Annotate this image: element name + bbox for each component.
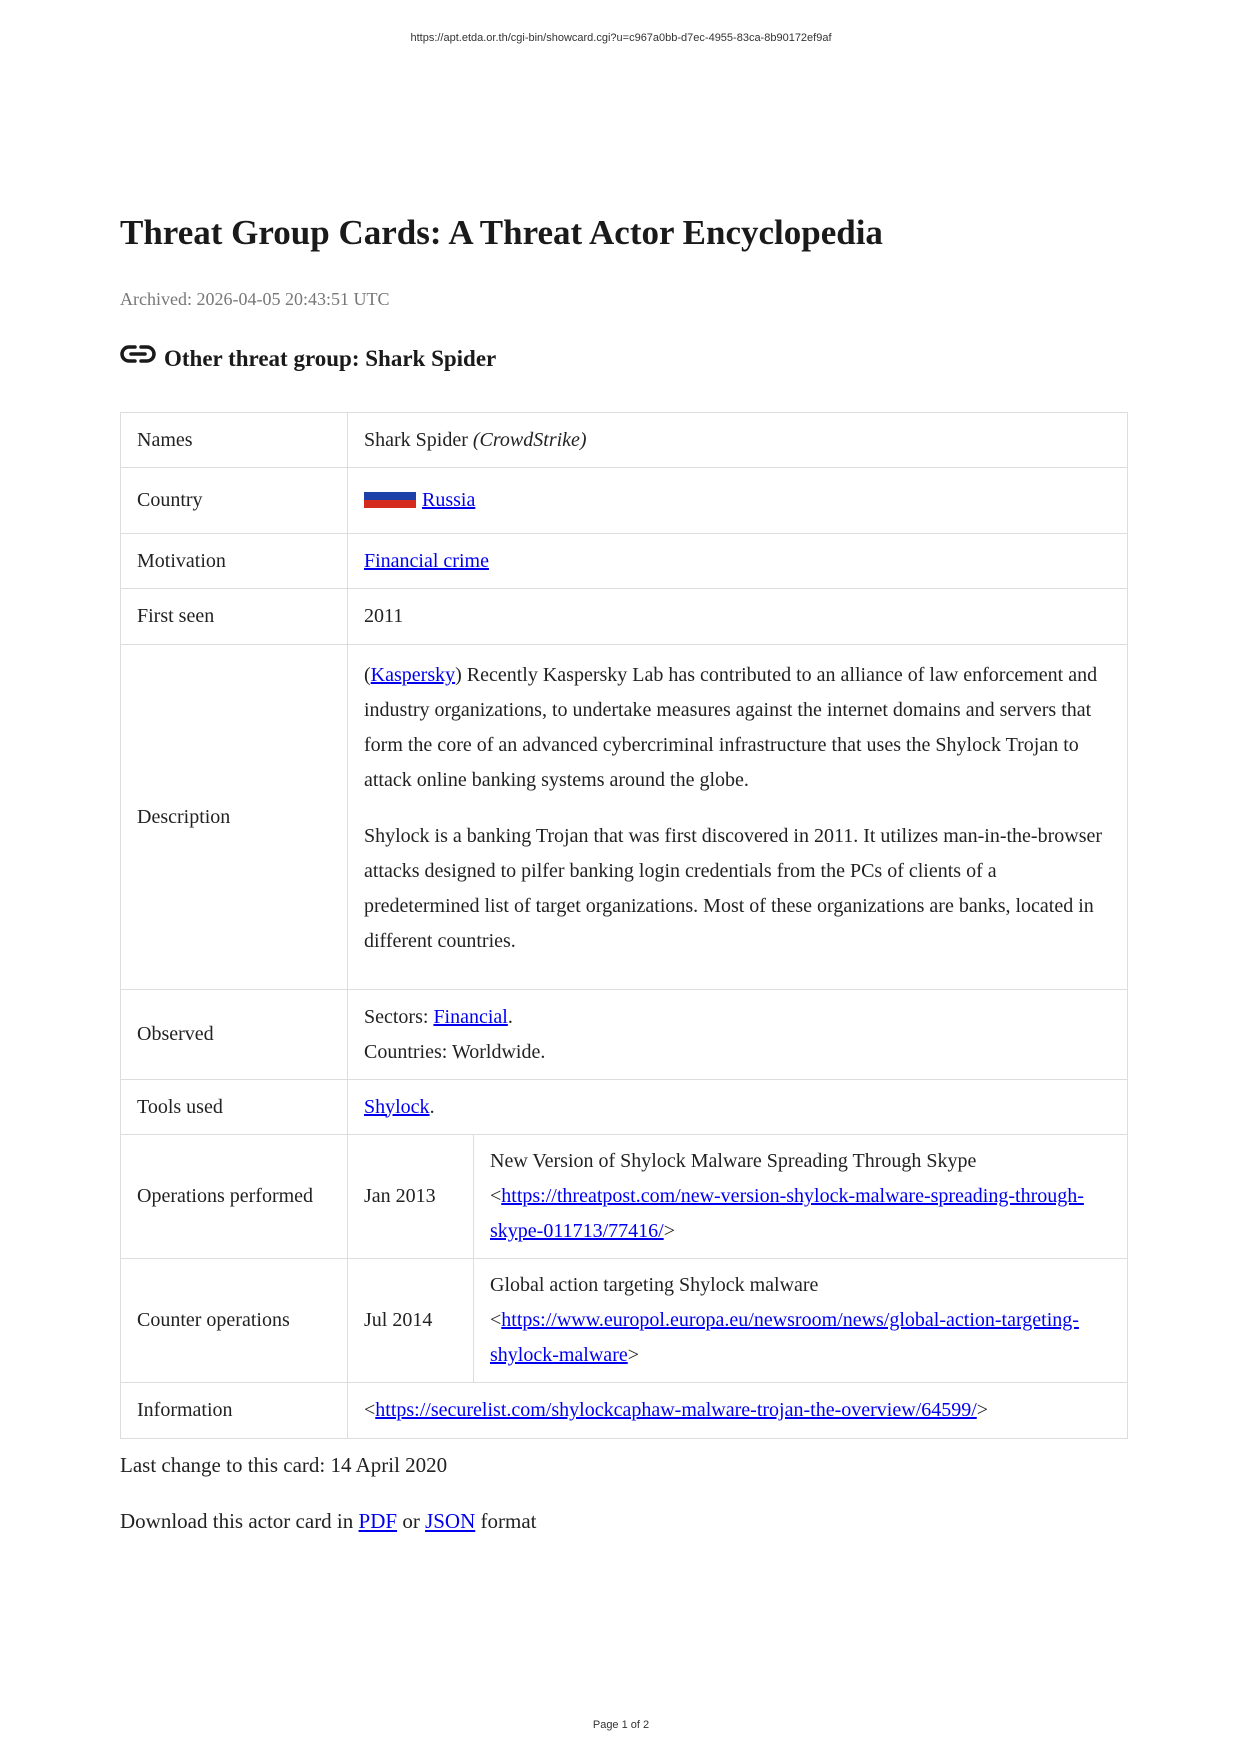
gt: > bbox=[627, 1344, 640, 1366]
lt: < bbox=[490, 1185, 502, 1207]
motivation-link[interactable]: Financial crime bbox=[364, 549, 489, 572]
description-row bbox=[121, 645, 1128, 990]
operations-row bbox=[121, 1135, 1128, 1259]
download-line bbox=[120, 1509, 536, 1534]
tools-label: Tools used bbox=[121, 1080, 348, 1135]
europol-link[interactable]: https://www.europol.europa.eu/newsroom/news/global-action-targeting-shylock-malware bbox=[490, 1309, 1079, 1366]
operations-label: Operations performed bbox=[121, 1135, 348, 1259]
information-label: Information bbox=[121, 1383, 348, 1439]
observed-label: Observed bbox=[121, 990, 348, 1080]
description-label: Description bbox=[121, 645, 348, 990]
operations-url-line bbox=[490, 1179, 1111, 1249]
country-row bbox=[121, 468, 1128, 534]
information-value bbox=[348, 1383, 1128, 1439]
description-text-1: ) Recently Kaspersky Lab has contributed to an alliance of law enforcement and industry organizations, to undertake measures against the internet domains and servers that form the core of an advanced cybercriminal infrastructure that uses the Shylock Trojan to attack online banking systems around the globe. bbox=[364, 664, 1098, 791]
operations-date: Jan 2013 bbox=[348, 1135, 474, 1259]
counter-operations-url-line bbox=[490, 1303, 1111, 1373]
operations-detail bbox=[474, 1135, 1128, 1259]
names-row bbox=[121, 413, 1128, 468]
operations-title: New Version of Shylock Malware Spreading Through Skype bbox=[490, 1150, 977, 1172]
gt: > bbox=[663, 1220, 675, 1242]
counter-operations-row bbox=[121, 1259, 1128, 1383]
country-name: Russia bbox=[422, 489, 476, 511]
link-icon bbox=[120, 342, 156, 366]
country-value bbox=[348, 468, 1128, 534]
archived-timestamp: Archived: 2026-04-05 20:43:51 UTC bbox=[120, 289, 390, 309]
paren-open: ( bbox=[364, 664, 371, 686]
description-paragraph-1 bbox=[364, 658, 1111, 798]
json-download-link[interactable]: JSON bbox=[425, 1509, 476, 1533]
name-source: (CrowdStrike) bbox=[472, 428, 587, 451]
names-label: Names bbox=[121, 413, 348, 468]
lt: < bbox=[490, 1309, 502, 1331]
last-change-text: Last change to this card: 14 April 2020 bbox=[120, 1453, 448, 1477]
tools-row bbox=[121, 1080, 1128, 1135]
page-number-footer: Page 1 of 2 bbox=[592, 1719, 650, 1731]
counter-operations-detail bbox=[474, 1259, 1128, 1383]
country-link[interactable] bbox=[364, 489, 475, 511]
page-url-header: https://apt.etda.or.th/cgi-bin/showcard.cgi?u=c967a0bb-d7ec-4955-83ca-8b90172ef9af bbox=[410, 32, 832, 44]
shylock-tool-link[interactable]: Shylock bbox=[364, 1095, 430, 1118]
download-or: or bbox=[397, 1509, 426, 1533]
motivation-label: Motivation bbox=[121, 534, 348, 589]
sectors-suffix: . bbox=[507, 1005, 513, 1028]
description-value bbox=[348, 645, 1128, 990]
download-prefix: Download this actor card in bbox=[120, 1509, 359, 1533]
lt: < bbox=[364, 1399, 376, 1421]
counter-operations-title: Global action targeting Shylock malware bbox=[490, 1274, 819, 1296]
motivation-row bbox=[121, 534, 1128, 589]
first-seen-row bbox=[121, 589, 1128, 645]
observed-row bbox=[121, 990, 1128, 1080]
tools-value bbox=[348, 1080, 1128, 1135]
first-seen-value: 2011 bbox=[348, 589, 1128, 645]
country-label: Country bbox=[121, 468, 348, 534]
observed-value bbox=[348, 990, 1128, 1080]
threatpost-link[interactable]: https://threatpost.com/new-version-shylock-malware-spreading-through-skype-011713/77416/ bbox=[490, 1185, 1084, 1242]
group-name: Shark Spider bbox=[364, 428, 468, 451]
download-suffix: format bbox=[475, 1509, 537, 1533]
financial-sector-link[interactable]: Financial bbox=[433, 1005, 508, 1028]
description-paragraph-2: Shylock is a banking Trojan that was first discovered in 2011. It utilizes man-in-the-browser attacks designed to pilfer banking login credentials from the PCs of clients of a predetermined list of target organizations. Most of these organizations are banks, located in different countries. bbox=[364, 825, 1103, 952]
observed-countries: Countries: Worldwide. bbox=[364, 1040, 546, 1063]
information-row bbox=[121, 1383, 1128, 1439]
pdf-download-link[interactable]: PDF bbox=[358, 1509, 398, 1533]
section-heading bbox=[120, 342, 496, 372]
kaspersky-link[interactable]: Kaspersky bbox=[370, 664, 456, 686]
counter-operations-date: Jul 2014 bbox=[348, 1259, 474, 1383]
gt: > bbox=[976, 1399, 989, 1421]
threat-group-heading: Other threat group: Shark Spider bbox=[164, 346, 497, 371]
counter-operations-label: Counter operations bbox=[121, 1259, 348, 1383]
threat-card-table bbox=[120, 412, 1128, 1439]
motivation-value bbox=[348, 534, 1128, 589]
sectors-prefix: Sectors: bbox=[364, 1005, 434, 1028]
page-title: Threat Group Cards: A Threat Actor Encyclopedia bbox=[120, 213, 883, 252]
russia-flag-icon bbox=[364, 484, 416, 508]
names-value bbox=[348, 413, 1128, 468]
securelist-link[interactable]: https://securelist.com/shylockcaphaw-malware-trojan-the-overview/64599/ bbox=[375, 1399, 977, 1421]
first-seen-label: First seen bbox=[121, 589, 348, 645]
observed-sectors bbox=[364, 1000, 1111, 1035]
tools-suffix: . bbox=[429, 1095, 435, 1118]
